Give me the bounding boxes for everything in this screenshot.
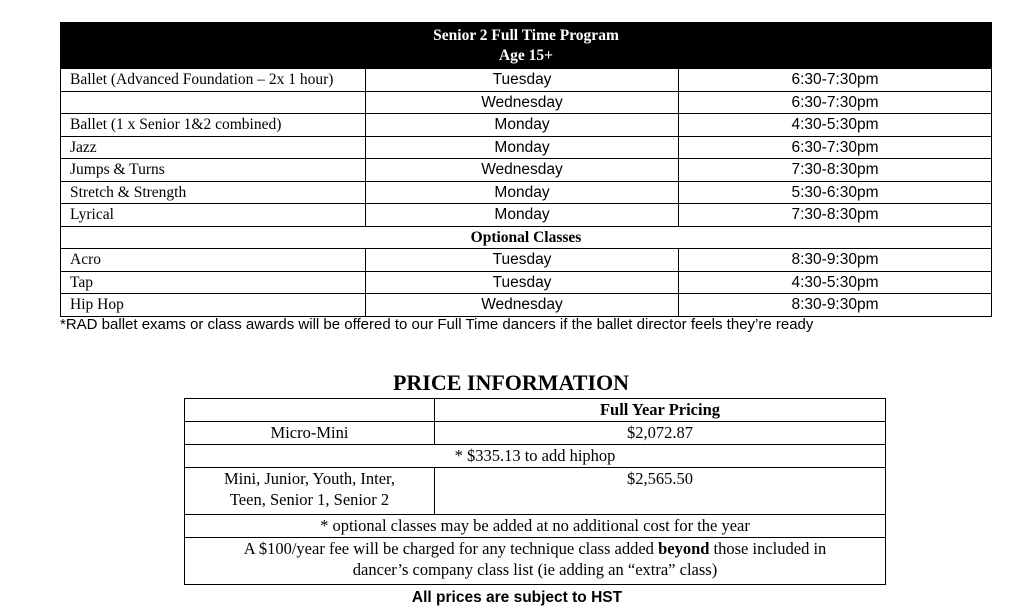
time-cell: 6:30-7:30pm xyxy=(679,136,992,159)
class-name-cell: Acro xyxy=(61,249,366,272)
fee-note-row xyxy=(185,538,886,585)
day-cell: Tuesday xyxy=(366,69,679,92)
fee-note-bold: beyond xyxy=(658,539,710,558)
class-name-cell: Stretch & Strength xyxy=(61,181,366,204)
rad-ballet-note: *RAD ballet exams or class awards will be offered to our Full Time dancers if the ballet director feels they’re ready xyxy=(60,316,814,333)
table-row xyxy=(61,181,992,204)
time-cell: 8:30-9:30pm xyxy=(679,249,992,272)
day-cell: Wednesday xyxy=(366,159,679,182)
optional-classes-heading: Optional Classes xyxy=(61,226,992,249)
optional-heading-row xyxy=(61,226,992,249)
table-row xyxy=(61,136,992,159)
time-cell: 6:30-7:30pm xyxy=(679,69,992,92)
time-cell: 5:30-6:30pm xyxy=(679,181,992,204)
class-name-cell: Ballet (Advanced Foundation – 2x 1 hour) xyxy=(61,69,366,92)
time-cell: 4:30-5:30pm xyxy=(679,114,992,137)
price-title-text: PRICE INFORMATION xyxy=(392,370,630,395)
group-label-line1: Mini, Junior, Youth, Inter, xyxy=(223,469,396,488)
micro-mini-label: Micro-Mini xyxy=(185,422,435,445)
group-label-cell xyxy=(185,468,435,515)
hst-note-text: All prices are subject to HST xyxy=(411,589,623,606)
fee-note-part2: those included in xyxy=(709,539,827,558)
day-cell: Monday xyxy=(366,181,679,204)
price-header-blank-cell xyxy=(185,399,435,422)
time-cell: 8:30-9:30pm xyxy=(679,294,992,317)
table-row xyxy=(61,249,992,272)
schedule-subtitle: Age 15+ xyxy=(498,47,554,64)
fee-note-line2: dancer’s company class list (ie adding an “extra” class) xyxy=(352,560,718,579)
class-name-cell: Ballet (1 x Senior 1&2 combined) xyxy=(61,114,366,137)
hiphop-note: * $335.13 to add hiphop xyxy=(185,445,886,468)
schedule-table xyxy=(60,22,992,317)
fee-note-line1 xyxy=(185,538,885,559)
time-cell: 4:30-5:30pm xyxy=(679,271,992,294)
day-cell: Tuesday xyxy=(366,249,679,272)
hiphop-note-row xyxy=(185,445,886,468)
time-cell: 7:30-8:30pm xyxy=(679,204,992,227)
price-row xyxy=(185,422,886,445)
day-cell: Monday xyxy=(366,136,679,159)
technique-fee-note xyxy=(185,538,886,585)
day-cell: Wednesday xyxy=(366,294,679,317)
schedule-title: Senior 2 Full Time Program xyxy=(433,27,619,44)
table-row xyxy=(61,159,992,182)
table-row xyxy=(61,91,992,114)
day-cell: Wednesday xyxy=(366,91,679,114)
class-name-cell: Lyrical xyxy=(61,204,366,227)
price-row xyxy=(185,468,886,515)
price-section-title xyxy=(0,370,1024,396)
table-row xyxy=(61,69,992,92)
group-price: $2,565.50 xyxy=(435,468,886,515)
table-row xyxy=(61,271,992,294)
optional-classes-note: * optional classes may be added at no additional cost for the year xyxy=(185,515,886,538)
price-table xyxy=(184,398,886,585)
full-year-pricing-header: Full Year Pricing xyxy=(435,399,886,422)
class-name-cell: Jazz xyxy=(61,136,366,159)
class-name-cell: Jumps & Turns xyxy=(61,159,366,182)
table-row xyxy=(61,114,992,137)
schedule-header-row xyxy=(61,23,992,69)
hst-note xyxy=(0,589,1024,607)
fee-note-part1: A $100/year fee will be charged for any technique class added xyxy=(243,539,659,558)
time-cell: 7:30-8:30pm xyxy=(679,159,992,182)
optional-note-row xyxy=(185,515,886,538)
price-header-row xyxy=(185,399,886,422)
day-cell: Monday xyxy=(366,114,679,137)
class-name-cell xyxy=(61,91,366,114)
class-name-cell: Hip Hop xyxy=(61,294,366,317)
table-row xyxy=(61,204,992,227)
schedule-header xyxy=(61,23,992,69)
day-cell: Monday xyxy=(366,204,679,227)
day-cell: Tuesday xyxy=(366,271,679,294)
micro-mini-price: $2,072.87 xyxy=(435,422,886,445)
group-label-line2: Teen, Senior 1, Senior 2 xyxy=(229,490,390,509)
table-row xyxy=(61,294,992,317)
class-name-cell: Tap xyxy=(61,271,366,294)
time-cell: 6:30-7:30pm xyxy=(679,91,992,114)
